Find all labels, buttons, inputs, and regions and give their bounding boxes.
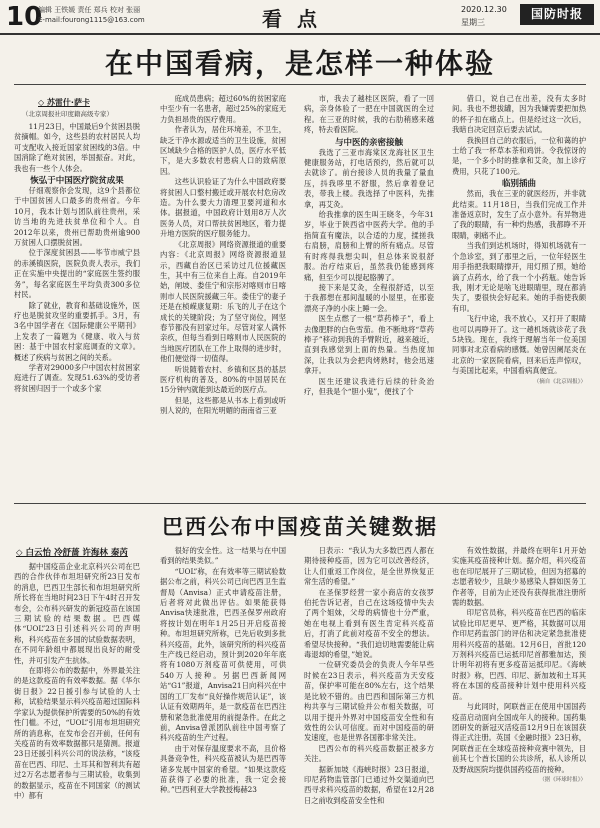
paragraph: 很好的安全性。这一结果与在中国看到的结果类似。” [160,546,286,566]
article2-column-1 [14,562,140,820]
section-title: 看 点 [262,7,321,31]
editor-credits: 编辑 王铁媛 责任 郑兵 校对 张丽 [38,6,141,14]
article2-column-3 [304,546,434,820]
article2-column-2 [160,546,286,820]
article1-author: ◇ 苏雷什·萨卡 [38,98,90,107]
newspaper-logo: 国防时报 [520,4,594,25]
paragraph: 给我推拿的医生叫王晓冬，今年31岁，毕业于陕西省中医药大学。他的手指简直有魔法，以合适的力度，揉搓我右肩膀，肩膀和上臂的所有痛点。尽管有时疼得我想尖叫，但总体来说很舒服。治疗结束后，虽然我仍能感到疼痛，但至少可以提起胳膊了。 [304,210,434,282]
article1-column-2 [160,94,286,500]
article1-column-4 [452,94,586,500]
paragraph: 一位研究委员会的负责人今年早些时候在23日表示，科兴疫苗为天安疫苗，保护率可能在80%左右，这个结果是比较不错的。由巴西和国际第三方机构共享与三期试验并公布相关数据，可以用于提升外界对中国疫苗安全性和有效性的公认可信度。而对中国疫苗的研发速度，也是世界各国都非常关注。 [304,660,434,743]
paragraph: 但是，这些都是从书本上看到或听别人说的，在阳光明媚的南南省三亚 [160,395,286,416]
paragraph: 借口，说自己在出差，没有太多时间。我也不想拔罐，因为我嫌需要把加热的杯子扣在痛点上。但是经过这一次后，我暗自决定回京后要去试试。 [452,94,586,135]
paragraph: 据中国疫苗企业北京科兴公司在巴西的合作伙伴布坦坦研究所23日发布的消息，巴西卫生部长和布坦坦研究所所长将在当地时间23日下午4时召开发布会，公布科兴研发的新冠疫苗在该国三期试验的结果数据。巴西媒体“UOL”23日引述科兴公司的声明称，科兴疫苗在多国的试验数据表明，在不同年龄组中都展现出良好的耐受性，并可引发产生抗体。 [14,562,140,665]
issue-weekday: 星期三 [461,18,485,27]
paragraph: 与此同时，阿联酋正在使用中国国药疫苗启动面向全国成年人的接种。国药集团研发的新冠灭活疫苗12月9日在该国获得正式注册。英国《金融时报》23日称，阿联酋正在全球疫苗接种竞赛中领先，目前其七个酋长国的公共诊所，私人诊所以及野战医院均提供国药疫苗的接种。 [452,702,586,774]
paragraph: 11月23日，中国最后9个贫困县脱贫摘帽。如今，这些县的农村居民人均可支配收入接近国家贫困线的3倍。中国消除了绝对贫困，举国振奋。对此，我也有一些个人体会。 [14,122,140,173]
paragraph: 听说随着农村、乡镇和区县的基层医疗机构的普及，80%的中国居民在15分钟内就能到达最近的医疗点。 [160,364,286,395]
editor-email: E-mail:fourong1115@163.com [38,16,145,24]
paragraph: 由于对保存温度要求不高，且价格具备竞争性，科兴疫苗被认为是巴西等诸多发展中国家的希望。“如果这款疫苗获得了必要的批准，我一定会接种。”巴西利亚大学教授梅赫23 [160,743,286,795]
page-header [0,0,600,35]
article1-affiliation: （北京周报社印度籍高级专家） [22,110,113,118]
paragraph: 作者认为，居住环境差，不卫生，缺乏干净水源或适当的卫生设施，贫困区域缺少合格的医护人员，医疗水平低下，是大多数农村患病人口的致病原因。 [160,125,286,176]
article1-column-1 [14,122,140,500]
article1-column-3 [304,94,434,500]
article2-column-4 [452,546,586,820]
paragraph: 我换回自己的衣服后，一位和蔼的护士给了我一杯草本茶和鸡饼。令我惊讶的是，一个多小时的推拿和艾灸，加上诊疗费用，只花了100元。 [452,135,586,176]
paragraph: 飞行中途，我不放心，又打开了眼睛也可以再睁开了。这一趟机场就诊花了我5块钱。现在，我终于理解当年一位美国同事对北京看病的感慨。她曾因阑尾炎在北京的一家医院看病，回来后连声惊叹，与美国比起来，中国看病真便宜。 [452,314,586,376]
paragraph: 有效性数据，并最终在明年1月开始实施其疫苗接种计划。据介绍，科兴疫苗也在印尼展开了三期试验，但因为招募的志愿者较少，且缺少易感染人群如医务工作者等，目前为止还没有获得批准注册所需的数据。 [452,546,586,608]
headline-divider [14,84,586,85]
paragraph: 接下来是艾灸，全程很舒适，以至于我都想在那间温暖的小屋里，在那瓷漂亮子净的小床上睡一会。 [304,282,434,313]
paragraph: 庭成员患病；超过60%的贫困家庭中至少有一名患者，超过25%的家庭无力负担昂贵的医疗费用。 [160,94,286,124]
paragraph: 位于深度贫困县——毕节市威宁县的赤溪镇医院，医院负责人表示，我们正在实施中央提出的“家庭医生签约服务”，每名家庭医生平均负责300多位村民。 [14,248,140,300]
paragraph: “UOL”称，在有效率等三期试验数据公布之前，科兴公司已向巴西卫生监督局（Anvisa）正式申请疫苗注册，后者将对此做出评估。如果能获得Anvisa快速批准，巴西圣保罗州政府将按计划在明年1月25日开启疫苗接种。布坦坦研究所称，已先后收到多批科兴疫苗，此外，该研究所的科兴疫苗生产线已经启动，预计到2020年年底将有1080万剂疫苗可供使用，可供540万人接种。另据巴西新闻网站“G1”报道，Anvisa21日向科兴在中国的工厂发布“良好操作规范认证”，该认证有效期两年，是一款疫苗在巴西注册和紧急批准使用的前提条件。在此之前，Anvisa曾派团队前往中国考察了科兴疫苗的生产过程。 [160,566,286,743]
article-divider [14,503,586,504]
subheading: 与中医的亲密接触 [334,137,403,148]
paragraph: 我选了三亚市海棠区龙海社区卫生健康服务站，打电话预约，然后就可以去就诊了。前台接诊人员的我量了量血压，抖我哆里不舒服，然后拿着登记表，带我上楼。我选择了中医科，先推拿，再艾灸。 [304,147,434,209]
paragraph: 仔细观察你会发现，这9个县都位于中国贫困人口最多的贵州省。今年10月，我本计划与团队前往贵州，采访当地的先进扶贫单位和个人。自2012年以来，贵州已帮助贵州逾900万贫困人口摆脱贫困。 [14,186,140,248]
paragraph: 医生点燃了一根“草药棒子”，看上去像肥胖的白色雪茄。他不断地将“草药棒子”移动到我的手臂附近，越来越近，直到我感觉到上面的热量。当热度加深，让我以为会把肉烤熟时，他会迅速拿开。 [304,314,434,376]
paragraph: 学者对29000多户中国农村贫困家庭进行了调查。发现51.63%的受访者将贫困归因于一个或多个家 [14,362,140,393]
page-number: 10 [6,2,43,32]
paragraph: 然而，我在三亚的就医经历，并非就此结束。11月18日，当我们完成工作并准备返京时，发生了点小意外。有异物进了我的眼睛，有一种灼热感，我都睁不开眼睛，刺痛不止。 [452,189,586,240]
article2-headline: 巴西公布中国疫苗关键数据 [162,515,438,539]
paragraph: 这些认识验证了为什么中国政府要将贫困人口整村搬迁或开展农村危房改造。为什么要大力清理卫要河道和水体。据报道，中国政府计划用8万人次医务人员，对口帮扶贫困地区，着力提升地方医院的医疗服务能力。 [160,177,286,239]
paragraph: 除了就业，教育和基础设施外，医疗也是脱贫攻坚的重要抓手。3月，有3名中国学者在《国际健康公平期刊》上发表了一篇题为《健康、收入与贫困：基于中国农村家庭调查的文章》。概述了疾病与贫困之间的关系。 [14,300,140,362]
paragraph: 巴西公布的科兴疫苗数据正被多方关注。 [304,743,434,764]
source-note: （摘自《北京周报》） [533,378,586,385]
paragraph: 据新加坡《海峡时报》23日报道，印尼药物监管部门已通过外交渠道向巴西寻求科兴疫苗的数据，希望在12月28日之前收到疫苗安全性和 [304,764,434,805]
article2-author: ◇ 白云怡 冷舒蔷 许海林 秦芮 [16,548,128,558]
paragraph: 医生还建议我进行后续的针灸治疗，但我是个“胆小鬼”，便找了个 [304,376,434,396]
subheading: 恢弘于中国医疗院贫成果 [30,176,124,187]
paragraph: 印尼官员称，科兴疫苗在巴西的临床试验比印尼更早、更严格，其数据可以用作印尼药监部门的评估和决定紧急批准使用科兴疫苗的基础。12月6日，首批120万剂科兴疫苗已运抵印尼首都雅加达，预计明年初将有更多疫苗运抵印尼。《海峡时报》称，巴西、印尼、新加坡和土耳其将在本国的疫苗接种计划中使用科兴疫苗。 [452,608,586,701]
issue-date: 2020.12.30 [461,5,507,14]
subheading: 临别插曲 [501,179,536,190]
paragraph: 在即将公布的数据中，外界最关注的是这款疫苗的有效率数据。据《华尔街日报》22日援引参与试验的人士称，试验结果显示科兴疫苗超过国际科学家认为提供保护所需要的50%的有效性门槛。不过，“UOL”引用布坦坦研究所的消息称，在发布会召开前，任何有关疫苗的有效率数据都只是猜测。报道23日还援引科兴公司的说法称，“该疫苗在巴西、印尼、土耳其和智利共有超过2万名志愿者参与三期试验，收集到的数据显示，疫苗在不同国家（的测试中）都有 [14,666,140,800]
paragraph: 在圣保罗经营一家小商店的女孩罗伯托告诉记者，自己在这场疫情中失去了两个姐妹，父母的病情也十分严重，她在电视上看到有医生肯定科兴疫苗后，打消了此前对疫苗不安全的想法。希望尽快接种。“我们迫切地需要能让病毒退却的希望，”她说。 [304,587,434,660]
paragraph: 市，我去了越桂区医院，看了一回病，亲身体验了一把在中国就医的全过程。在三亚的时候，我的右肋稍感来越疼，特去看医院。 [304,94,434,135]
article1-headline: 在中国看病，是怎样一种体验 [104,47,495,80]
paragraph: 日表示：“我认为大多数巴西人都在期待接种疫苗，因为它可以改善经济，让人们重返工作岗位，是全世界恢复正常生活的希望。” [304,546,434,587]
source-note: （据《环球时报》） [539,776,586,783]
paragraph: 《北京周报》网络资源报道的重要内容：《北京周报》网络资源报道显示，西藏自治区已采访过几位援藏医生，其中有三位来自上海。自2019年始，闸坡、娄佳宁和宗彤对喀则市日喀则市人民医院援藏三年。娄佳宁的妻子还是在桢嵘康复期：乐飞的儿子在这个成长的关键阶段；为了坚守岗位，网坚春节都没有回家过年。尽管对家人满怀亲疚，但每当看到日喀则市人民医院的当地医疗团队在工作上取得的进步时，他们便觉得一切值得。 [160,239,286,364]
paragraph: 当我们到达机场时，得知机场就有一个急诊室，到了那里之后，一位年轻医生用手指把我眼睛撑开，用灯照了照，她给滴了点药水，给了我一个小药瓶。她告诉我，刚才无论是啥飞进眼睛里，现在都消失了，要很快会好起来。她的手指使我颇有印。 [452,241,586,313]
